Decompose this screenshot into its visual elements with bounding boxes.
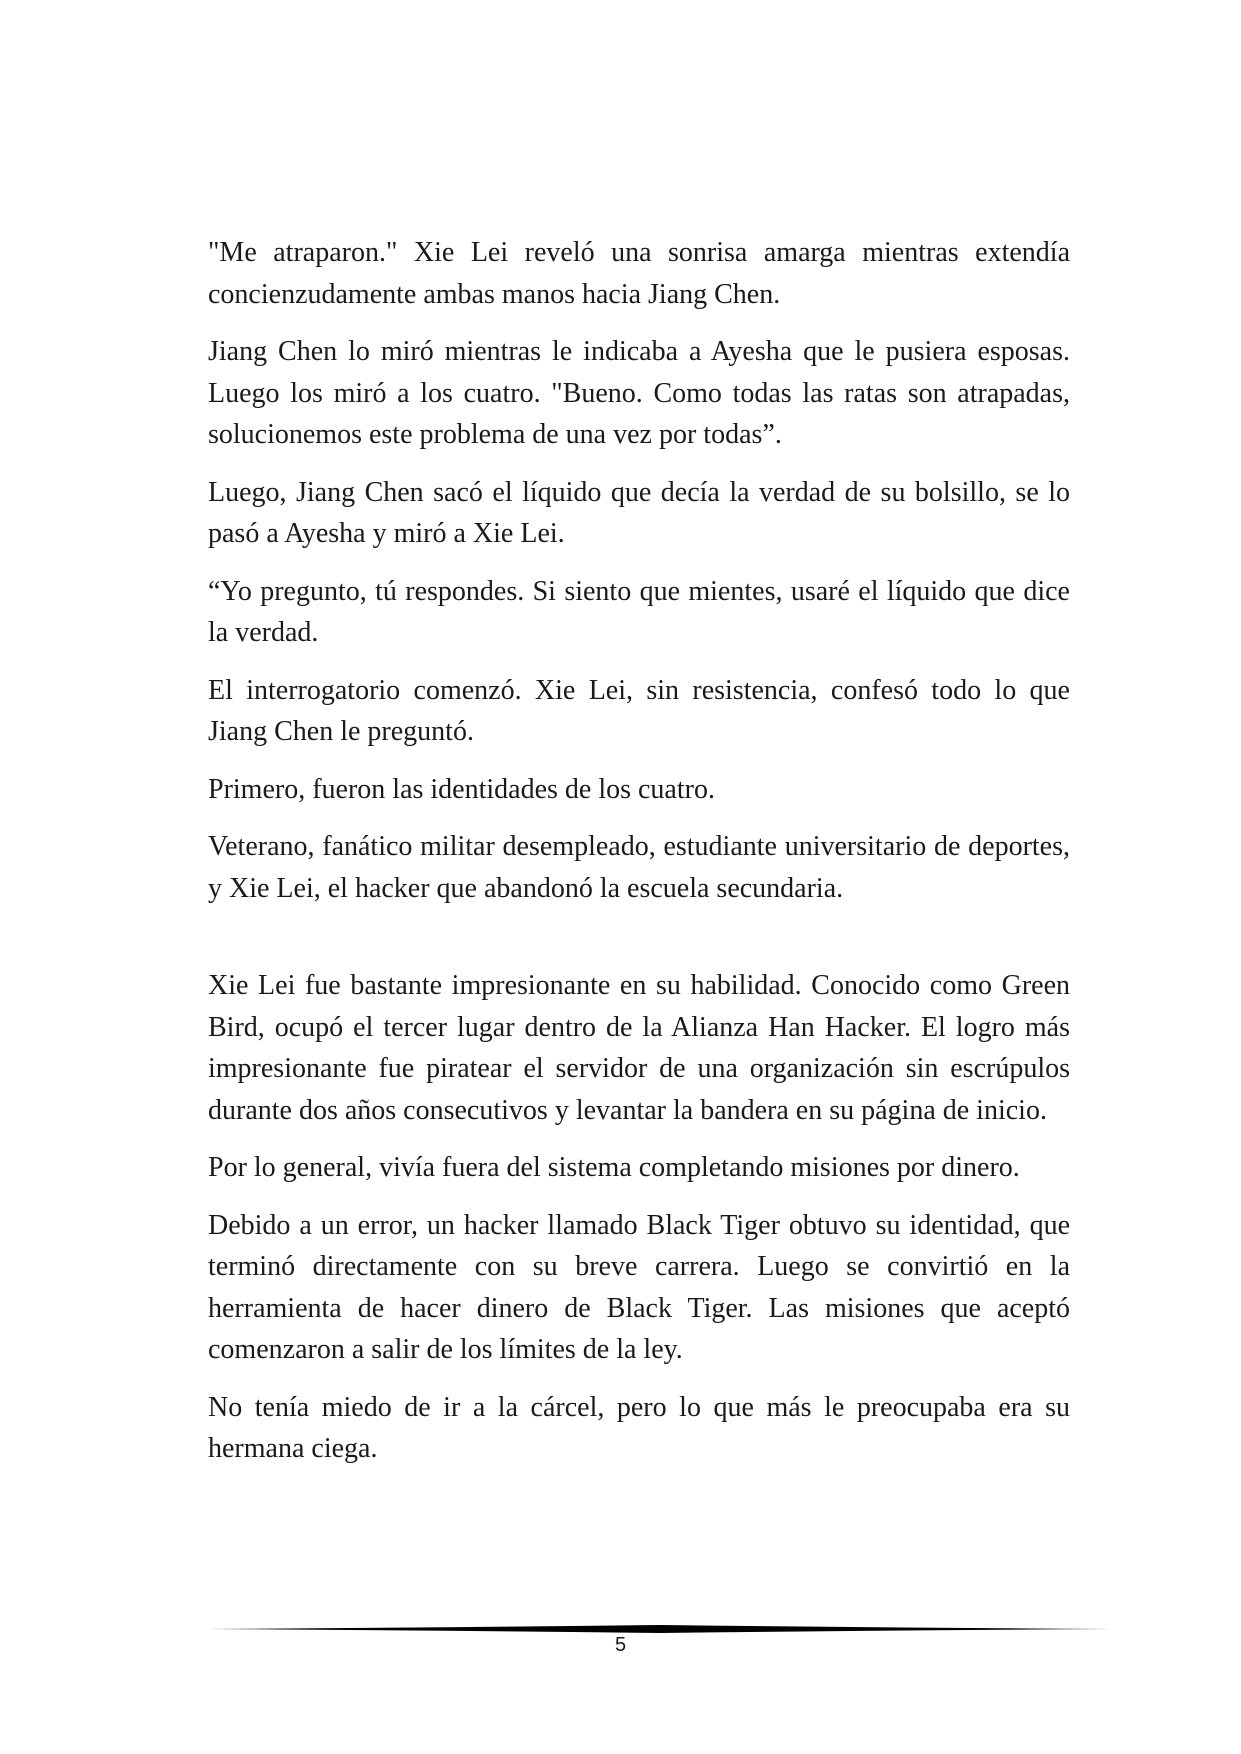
paragraph-2: Jiang Chen lo miró mientras le indicaba a Ayesha que le pusiera esposas. Luego los miró a los cuatro. "Bueno. Como todas las ratas son atrapadas, solucionemos este problema de una vez por todas”. <box>208 336 1070 450</box>
paragraph-11: No tenía miedo de ir a la cárcel, pero lo que más le preocupaba era su hermana ciega. <box>208 1391 1070 1464</box>
paragraph-1: "Me atraparon." Xie Lei reveló una sonrisa amarga mientras extendía concienzudamente ambas manos hacia Jiang Chen. <box>208 237 1070 310</box>
body-text <box>208 232 1070 1486</box>
paragraph-6: Primero, fueron las identidades de los cuatro. <box>208 773 715 805</box>
paragraph-7: Veterano, fanático militar desempleado, estudiante universitario de deportes, y Xie Lei, el hacker que abandonó la escuela secundaria. <box>208 831 1070 904</box>
paragraph-8: Xie Lei fue bastante impresionante en su habilidad. Conocido como Green Bird, ocupó el tercer lugar dentro de la Alianza Han Hacker. El logro más impresionante fue piratear el servidor de una organización sin escrúpulos durante dos años consecutivos y levantar la bandera en su página de inicio. <box>208 970 1070 1126</box>
paragraph-10: Debido a un error, un hacker llamado Black Tiger obtuvo su identidad, que terminó directamente con su breve carrera. Luego se convirtió en la herramienta de hacer dinero de Black Tiger. Las misiones que aceptó comenzaron a salir de los límites de la ley. <box>208 1209 1070 1365</box>
paragraph-3: Luego, Jiang Chen sacó el líquido que decía la verdad de su bolsillo, se lo pasó a Ayesha y miró a Xie Lei. <box>208 476 1070 549</box>
paragraph-9: Por lo general, vivía fuera del sistema completando misiones por dinero. <box>208 1152 1020 1183</box>
page-number: 5 <box>614 1634 627 1656</box>
paragraph-4: “Yo pregunto, tú respondes. Si siento que mientes, usaré el líquido que dice la verdad. <box>208 575 1070 648</box>
paragraph-5: El interrogatorio comenzó. Xie Lei, sin resistencia, confesó todo lo que Jiang Chen le preguntó. <box>208 674 1070 747</box>
